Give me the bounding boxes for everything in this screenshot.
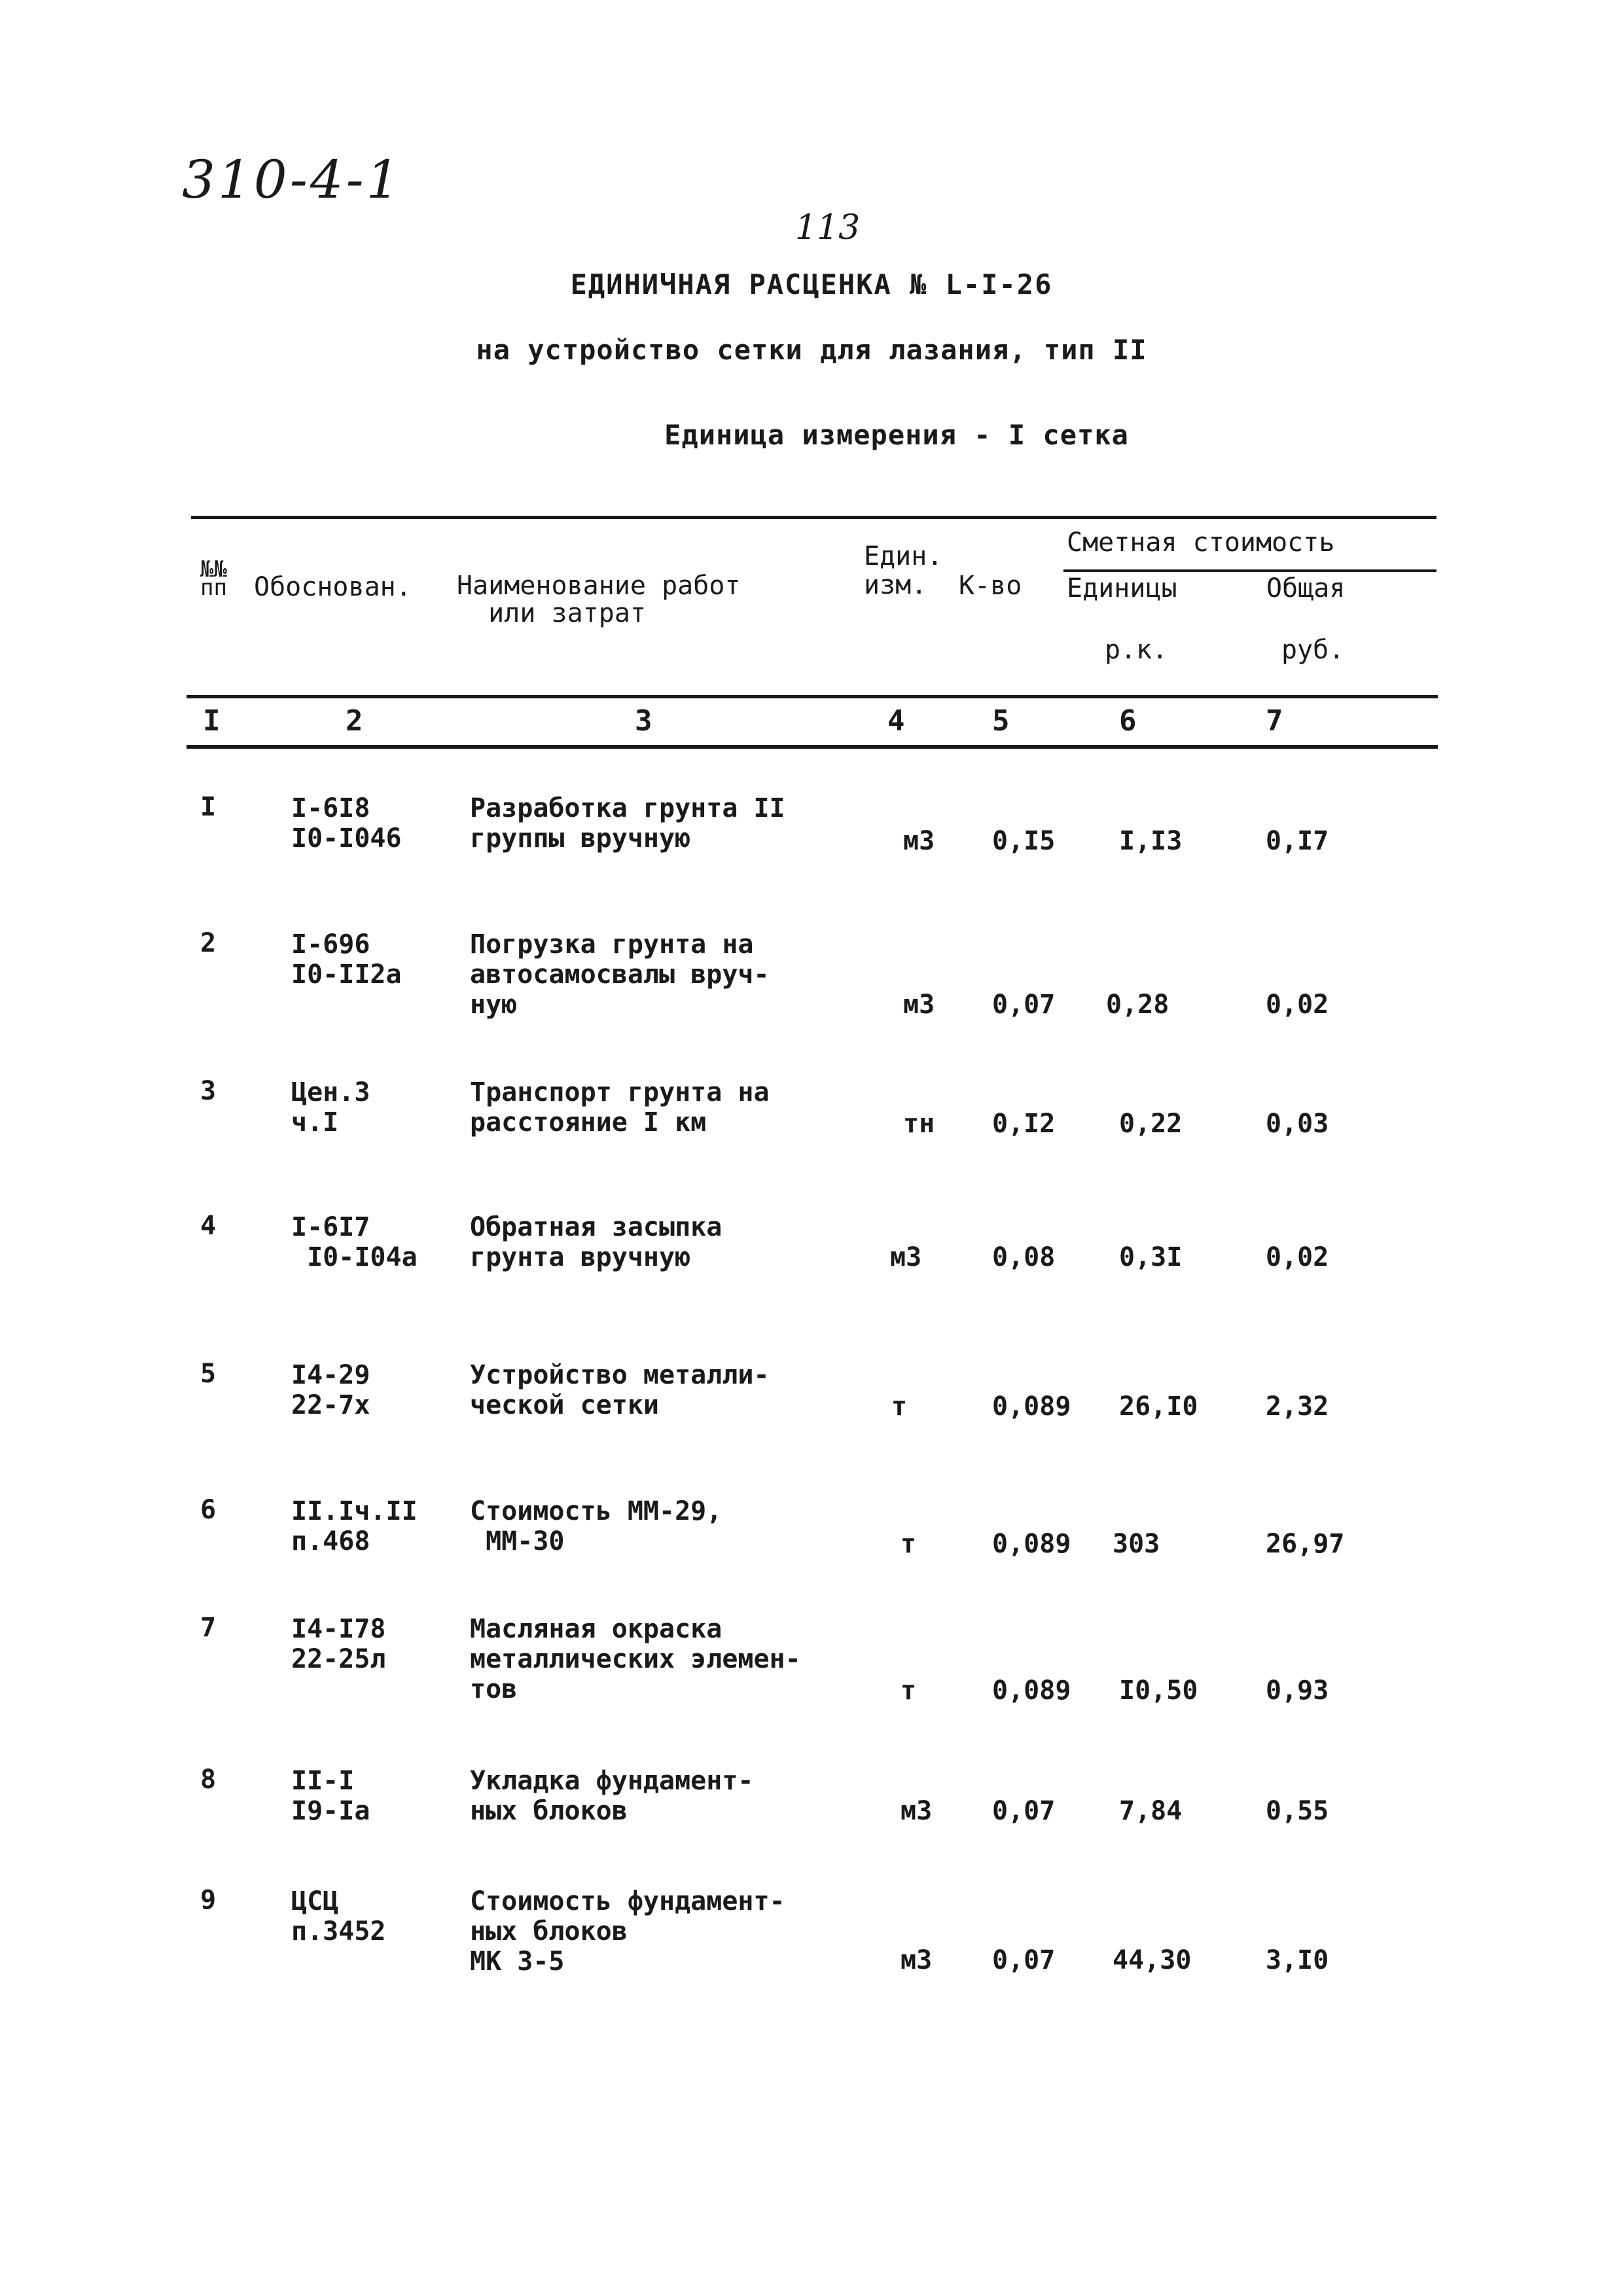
row-name: Масляная окраска металлических элемен- тов [470, 1614, 801, 1704]
header-col-qty: К-во [959, 571, 1022, 601]
header-total-units: руб. [1281, 635, 1345, 665]
column-number: 7 [1266, 704, 1283, 738]
unit-of-measure-line: Единица измерения - I сетка [664, 419, 1129, 451]
row-name: Стоимость фундамент- ных блоков МК 3-5 [470, 1886, 785, 1977]
row-name: Обратная засыпка грунта вручную [470, 1212, 722, 1272]
row-qty: 0,08 [992, 1242, 1056, 1272]
header-unit-price-units: р.к. [1105, 635, 1168, 665]
row-total: 0,02 [1266, 1242, 1329, 1272]
table-top-rule [191, 516, 1436, 519]
header-col-name: Наименование работ или затрат [457, 571, 741, 628]
row-number: 7 [200, 1613, 217, 1643]
row-unit: т [891, 1391, 908, 1422]
row-basis: II.Iч.II п.468 [291, 1496, 418, 1556]
row-unit-price: I0,50 [1119, 1676, 1198, 1706]
document-subtitle: на устройство сетки для лазания, тип II [476, 334, 1147, 366]
row-total: 0,02 [1266, 990, 1329, 1020]
row-unit-price: I,I3 [1119, 826, 1183, 856]
row-total: 3,I0 [1266, 1945, 1329, 1975]
row-name: Погрузка грунта на автосамосвалы вруч- ную [470, 929, 770, 1020]
row-unit-price: 0,3I [1119, 1242, 1183, 1272]
row-number: 6 [200, 1495, 217, 1525]
row-number: 9 [200, 1885, 217, 1915]
row-qty: 0,07 [992, 990, 1056, 1020]
row-unit-price: 303 [1113, 1529, 1160, 1559]
row-basis: I-6I8 I0-I046 [291, 793, 402, 853]
row-total: 0,03 [1266, 1109, 1329, 1139]
row-basis: I4-29 22-7х [291, 1360, 370, 1420]
column-number: 5 [992, 704, 1010, 738]
row-qty: 0,07 [992, 1796, 1056, 1826]
row-unit: м3 [901, 1945, 933, 1975]
row-qty: 0,I2 [992, 1109, 1056, 1139]
row-number: 5 [200, 1359, 217, 1389]
row-unit: м3 [903, 826, 935, 856]
row-qty: 0,089 [992, 1529, 1071, 1559]
page-number: 113 [795, 208, 861, 247]
row-total: 0,I7 [1266, 826, 1329, 856]
row-name: Стоимость ММ-29, ММ-30 [470, 1496, 722, 1556]
row-unit: м3 [903, 990, 935, 1020]
document-title: ЕДИНИЧНАЯ РАСЦЕНКА № L-I-26 [570, 268, 1053, 300]
header-col-num: №№ пп [200, 556, 227, 601]
header-col-unit-price: Единицы [1067, 573, 1177, 603]
column-number: 2 [346, 704, 363, 738]
row-unit: тн [903, 1109, 935, 1139]
row-basis: I-6I7 I0-I04а [291, 1212, 418, 1272]
row-unit-price: 0,28 [1106, 990, 1169, 1020]
row-basis: Цен.3 ч.I [291, 1077, 370, 1138]
row-number: 3 [200, 1076, 217, 1106]
row-qty: 0,089 [992, 1391, 1071, 1422]
row-unit: м3 [890, 1242, 922, 1272]
column-numbers-rule [187, 745, 1438, 749]
cost-group-rule [1063, 569, 1436, 572]
row-basis: I4-I78 22-25л [291, 1614, 386, 1674]
row-number: 2 [200, 928, 217, 958]
row-name: Транспорт грунта на расстояние I км [470, 1077, 770, 1138]
row-qty: 0,I5 [992, 826, 1056, 856]
row-number: 4 [200, 1211, 217, 1241]
header-col-total: Общая [1266, 573, 1346, 603]
column-number: 6 [1119, 704, 1137, 738]
header-col-basis: Обоснован. [254, 572, 412, 602]
row-unit: т [901, 1676, 917, 1706]
row-basis: I-696 I0-II2а [291, 929, 402, 990]
row-unit-price: 26,I0 [1119, 1391, 1198, 1422]
document-code: 310-4-1 [182, 149, 402, 210]
row-number: I [200, 792, 217, 822]
row-unit-price: 0,22 [1119, 1109, 1183, 1139]
row-name: Разработка грунта II группы вручную [470, 793, 785, 853]
row-basis: ЦСЦ п.3452 [291, 1886, 386, 1946]
row-unit-price: 7,84 [1119, 1796, 1183, 1826]
row-basis: II-I I9-Iа [291, 1766, 370, 1826]
row-unit-price: 44,30 [1113, 1945, 1192, 1975]
header-bottom-rule [187, 695, 1438, 698]
row-qty: 0,07 [992, 1945, 1056, 1975]
row-total: 26,97 [1266, 1529, 1345, 1559]
row-unit: м3 [901, 1796, 933, 1826]
row-total: 0,93 [1266, 1676, 1329, 1706]
column-number: 4 [887, 704, 905, 738]
row-qty: 0,089 [992, 1676, 1071, 1706]
column-number: I [203, 704, 221, 738]
row-total: 0,55 [1266, 1796, 1329, 1826]
row-number: 8 [200, 1765, 217, 1795]
column-number: 3 [635, 704, 652, 738]
header-cost-group: Сметная стоимость [1067, 528, 1335, 558]
row-total: 2,32 [1266, 1391, 1329, 1422]
row-unit: т [901, 1529, 917, 1559]
row-name: Устройство металли- ческой сетки [470, 1360, 770, 1420]
row-name: Укладка фундамент- ных блоков [470, 1766, 754, 1826]
header-col-unit: Един. изм. [864, 541, 943, 600]
